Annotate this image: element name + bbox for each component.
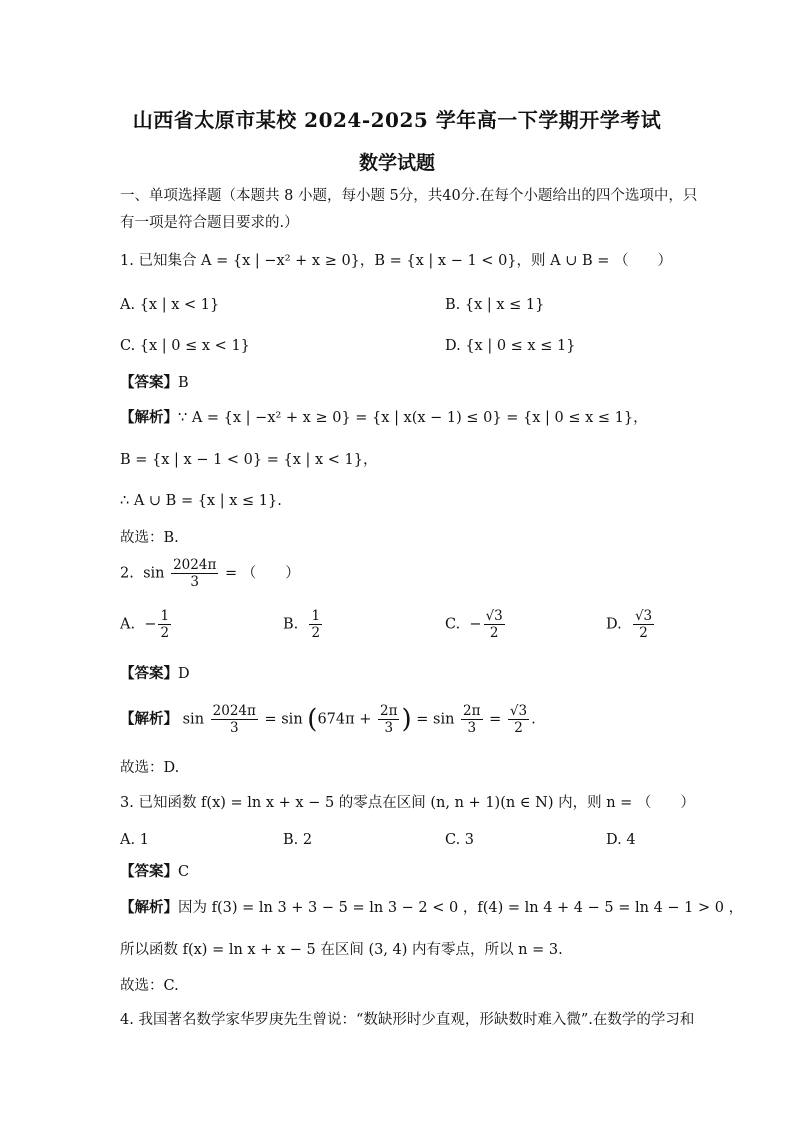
- q1-option-c: C. {x | 0 ≤ x < 1}: [120, 338, 250, 354]
- q3-final: 故选：C.: [120, 978, 179, 994]
- q2-fraction: [171, 557, 218, 590]
- document-subtitle: 数学试题: [358, 152, 435, 174]
- fraction: [508, 703, 529, 736]
- q4-stem: 4. 我国著名数学家华罗庚先生曾说：“数缺形时少直观，形缺数时难入微”.在数学的学习和: [120, 1012, 695, 1028]
- q2-tail: = （ ）: [224, 565, 300, 582]
- period: .: [531, 711, 536, 728]
- q3-option-b: B. 2: [283, 832, 313, 848]
- option-label: D.: [606, 616, 622, 633]
- fraction: [461, 703, 482, 736]
- q1-analysis-1: [120, 408, 648, 428]
- fraction-denominator: 2: [639, 625, 648, 641]
- option-fraction: [633, 608, 654, 641]
- q1-option-d: D. {x | 0 ≤ x ≤ 1}: [445, 338, 576, 354]
- equals: =: [489, 711, 502, 728]
- paren-right: ): [401, 704, 412, 735]
- fraction-denominator: 2: [160, 625, 170, 641]
- section-heading: 一、单项选择题（本题共 8 小题，每小题 5分，共40分.在每个小题给出的四个选项中，只: [120, 188, 698, 204]
- analysis-label: 【解析】: [120, 899, 178, 916]
- q1-analysis-2: B = {x | x − 1 < 0} = {x | x < 1}，: [120, 452, 378, 468]
- fraction-numerator: 2π: [463, 703, 481, 719]
- fraction-denominator: 3: [190, 574, 199, 590]
- q1-option-a: A. {x | x < 1}: [120, 297, 220, 313]
- equals-sin: = sin: [264, 711, 303, 728]
- option-label: B.: [283, 616, 299, 633]
- analysis-label: 【解析】: [120, 409, 178, 426]
- q1-final: 故选：B.: [120, 530, 179, 546]
- fraction-numerator: √3: [634, 608, 653, 624]
- q2-analysis: [120, 703, 536, 736]
- sin: sin: [182, 711, 205, 728]
- q3-stem: 3. 已知函数 f(x) = ln x + x − 5 的零点在区间 (n, n + 1)(n ∈ N) 内，则 n = （ ）: [120, 795, 695, 811]
- sign: −: [469, 616, 482, 633]
- q2-number: 2.: [120, 565, 134, 582]
- analysis-label: 【解析】: [120, 710, 178, 728]
- fraction-numerator: √3: [485, 608, 503, 624]
- section-heading-cont: 有一项是符合题目要求的.）: [120, 215, 299, 231]
- q3-analysis-2: 所以函数 f(x) = ln x + x − 5 在区间 (3, 4) 内有零点，所以 n = 3.: [120, 942, 563, 958]
- q3-option-a: A. 1: [120, 832, 149, 848]
- q1-answer: [120, 373, 189, 393]
- q1-analysis-3: ∴ A ∪ B = {x | x ≤ 1}.: [120, 493, 282, 509]
- analysis-text: 因为 f(3) = ln 3 + 3 − 5 = ln 3 − 2 < 0 ，f(4) = ln 4 + 4 − 5 = ln 4 − 1 > 0 ，: [178, 900, 744, 916]
- answer-value: D: [178, 666, 190, 682]
- q3-option-c: C. 3: [445, 832, 475, 848]
- option-fraction: [484, 608, 505, 641]
- equals-sin: = sin: [416, 711, 455, 728]
- q2-stem: [120, 557, 300, 590]
- term: 674π +: [317, 711, 372, 728]
- fraction: [211, 703, 258, 736]
- q1-stem: 1. 已知集合 A = {x | −x² + x ≥ 0}，B = {x | x − 1 < 0}，则 A ∪ B = （ ）: [120, 253, 672, 269]
- answer-value: C: [178, 864, 190, 880]
- q2-sin: sin: [143, 565, 165, 582]
- document-title: 山西省太原市某校 2024-2025 学年高一下学期开学考试: [132, 108, 662, 132]
- q3-option-d: D. 4: [606, 832, 636, 848]
- q1-option-b: B. {x | x ≤ 1}: [445, 297, 545, 313]
- fraction: [378, 703, 399, 736]
- q2-option-b: [283, 608, 324, 641]
- analysis-text: ∵ A = {x | −x² + x ≥ 0} = {x | x(x − 1) ≤ 0} = {x | 0 ≤ x ≤ 1}，: [178, 410, 648, 426]
- answer-label: 【答案】: [120, 374, 178, 391]
- q2-option-a: [120, 608, 173, 641]
- fraction-numerator: 2π: [380, 703, 398, 719]
- q2-answer: [120, 664, 190, 684]
- q3-answer: [120, 862, 189, 882]
- fraction-denominator: 3: [467, 720, 477, 736]
- fraction-denominator: 3: [229, 720, 239, 736]
- answer-label: 【答案】: [120, 863, 178, 880]
- fraction-numerator: √3: [509, 703, 528, 719]
- fraction-denominator: 2: [311, 625, 321, 641]
- option-fraction: [309, 608, 322, 641]
- fraction-numerator: 2024π: [173, 557, 217, 573]
- fraction-numerator: 2024π: [212, 703, 256, 719]
- fraction-denominator: 2: [514, 720, 523, 736]
- q2-option-c: [445, 608, 507, 641]
- fraction-denominator: 3: [384, 720, 394, 736]
- answer-label: 【答案】: [120, 665, 178, 682]
- answer-value: B: [178, 375, 189, 391]
- fraction-denominator: 2: [489, 625, 499, 641]
- option-label: C.: [445, 616, 461, 633]
- fraction-numerator: 1: [160, 608, 170, 624]
- q2-option-d: [606, 608, 656, 641]
- q3-analysis-1: [120, 898, 743, 918]
- q2-final: 故选：D.: [120, 760, 180, 776]
- option-label: A.: [120, 616, 136, 633]
- sign: −: [144, 616, 157, 633]
- fraction-numerator: 1: [311, 608, 321, 624]
- paren-left: (: [307, 704, 318, 735]
- option-fraction: [158, 608, 171, 641]
